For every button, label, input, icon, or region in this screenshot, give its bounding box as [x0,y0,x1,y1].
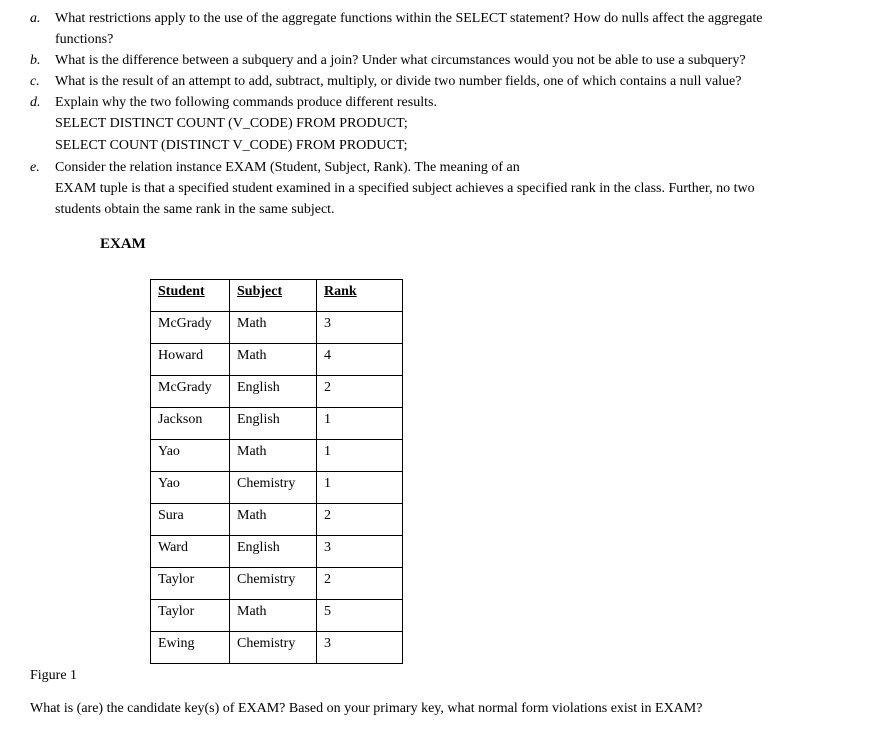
table-cell-rank: 2 [317,376,403,408]
table-cell-subject: English [230,376,317,408]
table-cell-subject: Chemistry [230,632,317,664]
table-cell-student: Howard [151,344,230,376]
question-letter: e. [30,160,40,175]
table-cell-rank: 2 [317,504,403,536]
question-line: EXAM tuple is that a specified student examined in a specified subject achieves a specified rank in the class. Further, no two [55,181,755,196]
table-cell-subject: Math [230,344,317,376]
table-cell-subject: English [230,408,317,440]
table-cell-student: Ewing [151,632,230,664]
table-cell-subject: Math [230,312,317,344]
question-item-b [30,50,874,71]
table-row [151,376,403,408]
question-line: Explain why the two following commands produce different results. [55,95,437,110]
table-cell-student: McGrady [151,376,230,408]
table-cell-rank: 1 [317,440,403,472]
question-line: What restrictions apply to the use of the aggregate functions within the SELECT statement? How do nulls affect the aggregate [55,11,763,26]
table-cell-student: Jackson [151,408,230,440]
table-cell-rank: 2 [317,568,403,600]
question-line: functions? [55,32,114,47]
question-text [55,8,874,50]
table-row [151,504,403,536]
table-row [151,440,403,472]
table-cell-subject: English [230,536,317,568]
table-cell-student: Taylor [151,568,230,600]
table-cell-student: McGrady [151,312,230,344]
table-cell-rank: 5 [317,600,403,632]
question-line: students obtain the same rank in the same subject. [55,202,335,217]
question-line: Consider the relation instance EXAM (Student, Subject, Rank). The meaning of an [55,160,520,175]
question-text [55,71,874,92]
exam-table [150,279,403,664]
table-cell-subject: Chemistry [230,472,317,504]
table-cell-subject: Math [230,440,317,472]
table-header-row [151,280,403,312]
question-letter: a. [30,11,41,26]
question-letter: b. [30,53,41,68]
table-cell-rank: 1 [317,408,403,440]
question-item-e [30,157,874,220]
question-item-a [30,8,874,50]
final-question: What is (are) the candidate key(s) of EXAM? Based on your primary key, what normal form violations exist in EXAM? [30,701,703,716]
table-cell-subject: Math [230,600,317,632]
table-cell-rank: 3 [317,632,403,664]
table-cell-subject: Math [230,504,317,536]
question-text [55,157,874,220]
question-text [55,92,874,157]
table-cell-student: Ward [151,536,230,568]
question-item-d [30,92,874,157]
table-row [151,408,403,440]
table-cell-student: Taylor [151,600,230,632]
table-header-rank: Rank [317,280,403,312]
question-text [55,50,874,71]
table-row [151,536,403,568]
table-row [151,632,403,664]
table-header-student: Student [151,280,230,312]
table-header-subject: Subject [230,280,317,312]
table-cell-rank: 3 [317,312,403,344]
table-cell-student: Sura [151,504,230,536]
table-row [151,600,403,632]
sql-statement: SELECT COUNT (DISTINCT V_CODE) FROM PRODUCT; [55,138,408,153]
table-cell-rank: 1 [317,472,403,504]
sql-statement: SELECT DISTINCT COUNT (V_CODE) FROM PRODUCT; [55,116,408,131]
table-cell-rank: 3 [317,536,403,568]
table-row [151,312,403,344]
table-cell-rank: 4 [317,344,403,376]
table-row [151,568,403,600]
figure-caption: Figure 1 [30,668,78,683]
table-cell-student: Yao [151,472,230,504]
question-letter: d. [30,95,41,110]
table-row [151,344,403,376]
question-line: What is the result of an attempt to add, subtract, multiply, or divide two number fields, one of which contains a null value? [55,74,742,89]
table-row [151,472,403,504]
table-cell-student: Yao [151,440,230,472]
question-letter: c. [30,74,40,89]
table-cell-subject: Chemistry [230,568,317,600]
question-item-c [30,71,874,92]
question-line: What is the difference between a subquery and a join? Under what circumstances would you not be able to use a subquery? [55,53,746,68]
exam-relation-label: EXAM [100,236,146,252]
